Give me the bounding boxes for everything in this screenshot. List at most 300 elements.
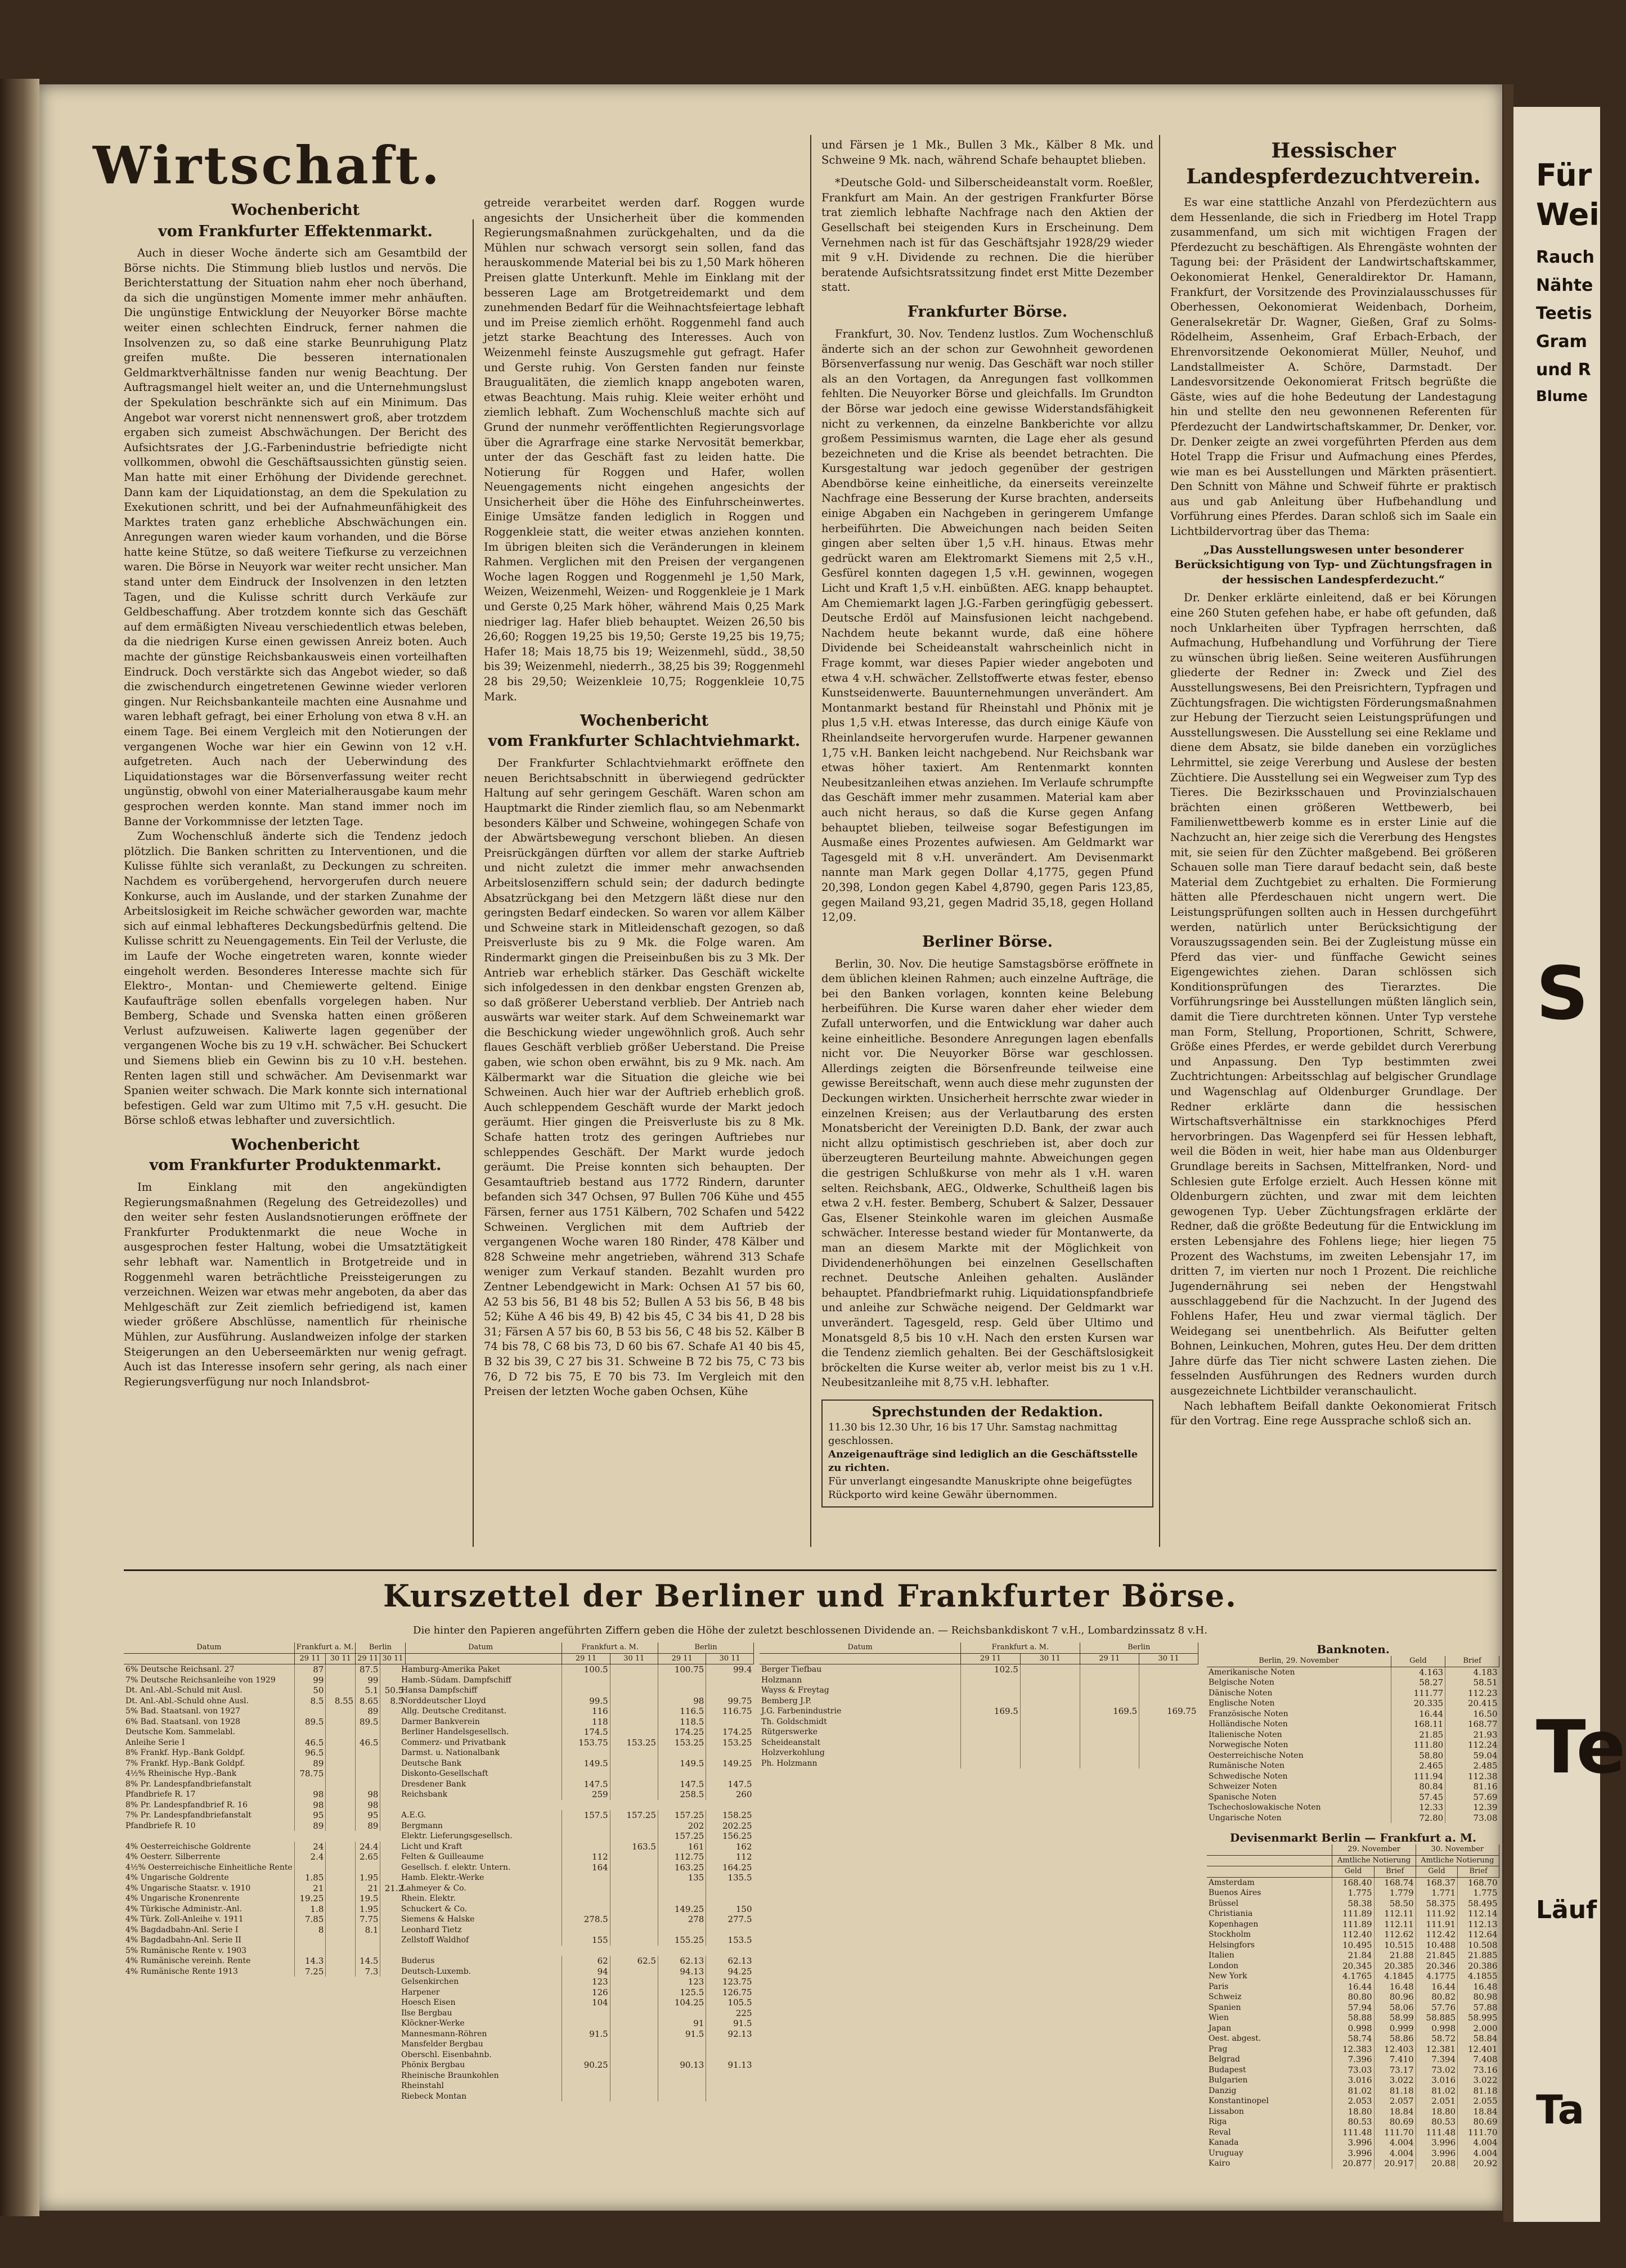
price-cell: 58.995 [1458, 2013, 1499, 2023]
price-cell: 57.76 [1416, 2002, 1457, 2013]
table-row [399, 1748, 754, 1758]
price-cell [610, 1997, 658, 2008]
table-row [124, 1758, 405, 1769]
table-row [399, 1768, 754, 1779]
table-header-row [399, 1653, 754, 1664]
price-cell [610, 2029, 658, 2040]
book-binding-fold [0, 79, 39, 2216]
price-cell: 135 [658, 1873, 706, 1883]
price-cell [658, 2008, 706, 2019]
currency-name: Budapest [1209, 2065, 1246, 2074]
price-cell: 73.17 [1374, 2065, 1416, 2076]
price-cell [658, 1893, 706, 1904]
price-cell: 135.5 [706, 1873, 754, 1883]
price-cell: 147.5 [706, 1779, 754, 1790]
price-cell [326, 1768, 356, 1779]
price-cell [706, 1883, 754, 1894]
stock-table-bonds [124, 1642, 406, 1987]
column-header: Geld [1391, 1656, 1445, 1667]
price-cell: 81.02 [1416, 2086, 1457, 2096]
article-body [821, 138, 1153, 295]
price-cell [610, 1935, 658, 1946]
price-cell: 12.39 [1445, 1802, 1499, 1813]
price-cell: 19.25 [294, 1893, 326, 1904]
security-name: J.G. Farbenindustrie [761, 1707, 842, 1716]
price-cell: 111.89 [1332, 1909, 1374, 1919]
price-cell [1020, 1706, 1080, 1717]
price-cell: 16.48 [1458, 1982, 1499, 1992]
price-cell: 89.5 [356, 1717, 380, 1727]
price-cell: 153.25 [706, 1738, 754, 1748]
price-cell: 1.775 [1458, 1888, 1499, 1898]
price-cell [326, 1727, 356, 1738]
price-cell [326, 1842, 356, 1852]
table-spacer [399, 1946, 754, 1956]
price-cell: 89 [356, 1706, 380, 1717]
table-row [124, 1946, 405, 1956]
price-cell: 99.75 [706, 1696, 754, 1707]
table-row [124, 1873, 405, 1883]
price-cell: 81.18 [1374, 2086, 1416, 2096]
security-name: 4% Bagdadbahn-Anl. Serie II [125, 1936, 241, 1945]
price-cell: 89 [294, 1758, 326, 1769]
price-cell: 62.13 [706, 1956, 754, 1966]
price-cell [961, 1685, 1021, 1696]
price-cell [961, 1675, 1021, 1686]
column-header: 29 11 [1080, 1653, 1139, 1664]
security-name: Lahmeyer & Co. [401, 1883, 466, 1893]
price-cell [562, 2091, 610, 2102]
price-cell [326, 1664, 356, 1675]
price-cell: 164.25 [706, 1862, 754, 1873]
column-boerse [821, 138, 1153, 1547]
price-cell: 112 [562, 1852, 610, 1862]
security-name: Deutsche Bank [401, 1758, 462, 1768]
security-name: Licht und Kraft [401, 1842, 462, 1851]
table-row [124, 1738, 405, 1748]
security-name: Holzmann [761, 1675, 802, 1685]
price-cell: 3.022 [1458, 2075, 1499, 2086]
security-name: 6% Deutsche Reichsanl. 27 [125, 1665, 235, 1674]
price-cell: 20.385 [1374, 1961, 1416, 1972]
price-cell: 123.75 [706, 1977, 754, 1987]
table-row [124, 1893, 405, 1904]
currency-name: Brüssel [1209, 1898, 1239, 1908]
column-header: 30 11 [1020, 1653, 1080, 1664]
table-row [124, 1883, 405, 1894]
price-cell [326, 1685, 356, 1696]
table-header-row [124, 1653, 405, 1664]
paragraph: Auch in dieser Woche änderte sich am Gesamtbild der Börse nichts. Die Stimmung blieb lustlos und nervös. Die Berichterstattung der Situation nahm eher noch überhand, da sich die ungünstigen Momente immer mehr anhäuften. Die ungünstige Entwicklung der Neuyorker Börse machte weiter einen schlechten Eindruck, ferner nahmen die Insolvenzen zu, so daß eine starke Beunruhigung Platz greifen mußte. Die besseren internationalen Geldmarktverhältnisse fanden nur wenig Beachtung. Der Auftragsmangel hielt weiter an, und die Unternehmungslust der Spekulation beschränkte sich auf ein Minimum. Das Angebot war vorerst nicht nennenswert groß, aber trotzdem ergaben sich zumeist Abschwächungen. Der Bericht des Aufsichtsrates der J.G.-Farbenindustrie befriedigte nicht vollkommen, obwohl die Geschäftsaussichten günstig seien. Man hatte mit einer Erhöhung der Dividende gerechnet. Dann kam der Liquidationstag, an dem die Spekulation zu Exekutionen schritt, und bei der Aufnahmeunfähigkeit des Marktes traten ganz erhebliche Abschwächungen ein. Anregungen waren wieder kaum vorhanden, und die Börse hatte keine Stütze, so daß weitere Tiefkurse zu verzeichnen waren. Die Börse in Neuyork war weiter recht unsicher. Man stand unter dem Eindruck der Insolvenzen in den letzten Tagen, und die Kulisse schritt durch Verkäufe zur Geldbeschaffung. Aber trotzdem konnte sich das Geschäft auf dem ermäßigten Niveau verschiedentlich etwas beleben, da die niedrigen Kurse einen gewissen Anreiz boten. Auch machte der günstige Reichsbankausweis einen vorteilhaften Eindruck. Doch verstärkte sich das Angebot wieder, so daß die zwischendurch eingetretenen Gewinne wieder verloren gingen. Nur Reichsbankanteile machten eine Ausnahme und waren lebhaft gefragt, bei einer Erholung von etwa 8 v.H. an einem Tage. Bei einem Vergleich mit den Notierungen der vergangenen Woche war hier ein Gewinn von 12 v.H. aufgetreten. Auch nach der Ueberwindung des Liquidationstages war die Börsenverfassung weiter recht ungünstig, obwohl von einer Materialherausgabe kaum mehr gesprochen werden konnte. Man stand immer noch im Banne der Vorkommnisse der letzten Tage. [124, 246, 467, 828]
article-body [484, 756, 805, 1400]
table-row [1207, 2107, 1499, 2117]
security-name: A.E.G. [401, 1811, 426, 1820]
currency-name: Belgische Noten [1209, 1678, 1274, 1687]
security-name: Elektr. Lieferungsgesellsch. [401, 1832, 513, 1840]
table-row [760, 1696, 1198, 1707]
table-row [124, 1800, 405, 1811]
price-cell: 258.5 [658, 1789, 706, 1800]
price-cell [1139, 1675, 1198, 1686]
price-cell: 111.77 [1391, 1688, 1445, 1699]
price-cell: 7.85 [294, 1914, 326, 1925]
paragraph: Zum Wochenschluß änderte sich die Tendenz jedoch plötzlich. Die Banken schritten zu Interventionen, und die Kulisse fühlte sich veranlaßt, zu Deckungen zu schreiten. Nachdem es vorübergehend, hervorgerufen durch neuere Konkurse, auch im Auslande, und der starken Zunahme der Arbeitslosigkeit im Reiche schwächer geworden war, machte sich auf einmal lebhafteres Deckungsbedürfnis geltend. Die Kulisse schritt zu Neuengagements. Ein Teil der Verluste, die im Laufe der Woche eingetreten waren, konnte wieder eingeholt werden. Besonderes Interesse machte sich für Elektro-, Montan- und Chemiewerte geltend. Einige Kaufaufträge sollen ebenfalls vorgelegen haben. Nur Bemberg, Schade und Svenska hatten einen größeren Verlust aufzuweisen. Kaliwerte lagen gegenüber der vergangenen Woche bis zu 19 v.H. schwächer. Bei Schuckert und Siemens blieb ein Gewinn bis zu 10 v.H. bestehen. Renten lagen still und schwächer. Am Devisenmarkt war Spanien weiter schwach. Die Mark konnte sich international befestigen. Geld war zum Ultimo mit 7,5 v.H. gesucht. Die Börse schloß etwas lebhafter und zuversichtlich. [124, 830, 467, 1127]
table-row [1207, 1961, 1499, 1972]
table-row [399, 1810, 754, 1821]
price-cell: 126 [562, 1987, 610, 1998]
price-cell: 81.18 [1458, 2086, 1499, 2096]
price-cell: 7.394 [1416, 2054, 1457, 2065]
price-cell: 112.14 [1458, 1909, 1499, 1919]
table-row [1207, 1698, 1499, 1709]
column-effektenmarkt [124, 200, 467, 1544]
price-cell: 12.401 [1458, 2044, 1499, 2055]
price-cell: 16.44 [1332, 1982, 1374, 1992]
column-header: Berlin, 29. November [1207, 1656, 1391, 1667]
price-cell: 168.77 [1445, 1719, 1499, 1730]
price-cell: 18.84 [1374, 2107, 1416, 2117]
price-cell [658, 1675, 706, 1686]
forex-table [1207, 1844, 1499, 2169]
price-cell: 104 [562, 1997, 610, 2008]
adjacent-page-text: Für [1536, 158, 1592, 193]
table-row [399, 1831, 754, 1842]
price-cell: 157.5 [562, 1810, 610, 1821]
price-cell: 58.74 [1332, 2033, 1374, 2044]
forex-title: Devisenmarkt Berlin — Frankfurt a. M. [1230, 1831, 1476, 1844]
security-name: Schuckert & Co. [401, 1904, 468, 1914]
security-name: Bemberg J.P. [761, 1696, 812, 1706]
price-cell [1139, 1717, 1198, 1727]
price-cell [610, 1789, 658, 1800]
price-cell: 168.74 [1374, 1877, 1416, 1888]
price-cell [356, 1862, 380, 1873]
price-cell: 58.72 [1416, 2033, 1457, 2044]
security-name: 4% Ungarische Goldrente [125, 1873, 229, 1882]
price-cell: 95 [294, 1810, 326, 1821]
price-cell [658, 2050, 706, 2060]
table-row [399, 1717, 754, 1727]
currency-name: Italien [1209, 1951, 1234, 1960]
table-cell [760, 1768, 1198, 1779]
table-row [1207, 1792, 1499, 1803]
price-cell [1139, 1685, 1198, 1696]
price-cell [356, 1946, 380, 1956]
price-cell: 57.94 [1332, 2002, 1374, 2013]
table-row [760, 1675, 1198, 1686]
price-cell [610, 1914, 658, 1925]
price-cell [326, 1852, 356, 1862]
price-cell: 157.25 [610, 1810, 658, 1821]
table-row [124, 1748, 405, 1758]
security-name: Deutsch-Luxemb. [401, 1966, 471, 1976]
section-divider [124, 1569, 1497, 1571]
price-cell: 4.004 [1458, 2148, 1499, 2159]
table-row [399, 1966, 754, 1977]
banknotes-title: Banknoten. [1317, 1642, 1390, 1656]
price-cell: 123 [562, 1977, 610, 1987]
currency-name: London [1209, 1961, 1239, 1970]
price-cell: 59.04 [1445, 1750, 1499, 1761]
price-cell [1080, 1727, 1139, 1738]
table-header-row [1207, 1844, 1499, 1855]
table-row [1207, 1688, 1499, 1699]
table-row [760, 1685, 1198, 1696]
price-cell [356, 1779, 380, 1790]
price-cell [610, 1925, 658, 1936]
price-cell: 58.375 [1416, 1898, 1457, 1909]
security-name: 7% Frankf. Hyp.-Bank Goldpf. [125, 1758, 245, 1768]
table-row [399, 1925, 754, 1936]
column-header: Geld [1416, 1866, 1457, 1878]
column-header: Datum [760, 1642, 961, 1653]
table-row [1207, 1667, 1499, 1677]
price-cell: 4.1775 [1416, 1971, 1457, 1982]
price-cell: 111.48 [1332, 2127, 1374, 2138]
article-headline: Frankfurter Börse. [907, 303, 1068, 321]
price-cell: 92.13 [706, 2029, 754, 2040]
currency-name: Kopenhagen [1209, 1919, 1259, 1929]
column-header: Datum [124, 1642, 294, 1653]
price-cell: 18.80 [1332, 2107, 1374, 2117]
security-name: Rütgerswerke [761, 1727, 818, 1736]
security-name: Riebeck Montan [401, 2091, 467, 2101]
price-cell: 164 [562, 1862, 610, 1873]
security-name: Anleihe Serie I [125, 1738, 185, 1747]
price-cell: 73.02 [1416, 2065, 1457, 2076]
security-name: 5% Rumänische Rente v. 1903 [125, 1946, 247, 1955]
price-cell: 58.06 [1374, 2002, 1416, 2013]
price-cell: 21 [294, 1883, 326, 1894]
table-row [399, 2081, 754, 2091]
price-cell [706, 1675, 754, 1686]
price-cell: 99 [356, 1675, 380, 1686]
price-cell [1080, 1696, 1139, 1707]
table-row [399, 1758, 754, 1769]
table-row [399, 1977, 754, 1987]
price-cell [562, 1873, 610, 1883]
article-body [821, 327, 1153, 925]
price-cell: 80.96 [1374, 1992, 1416, 2002]
currency-name: Lissabon [1209, 2107, 1244, 2116]
headline-line: Wochenbericht [231, 1136, 360, 1154]
security-name: Hansa Dampfschiff [401, 1686, 478, 1695]
currency-name: Oesterreichische Noten [1209, 1750, 1304, 1760]
table-row [399, 1821, 754, 1832]
table-row [1207, 2002, 1499, 2013]
column-header: Amtliche Notierung [1332, 1855, 1416, 1866]
table-row [399, 1873, 754, 1883]
table-row [399, 1904, 754, 1915]
table-header-row [1207, 1855, 1499, 1866]
price-cell: 100.75 [658, 1664, 706, 1675]
price-cell [562, 1904, 610, 1915]
price-cell: 125.5 [658, 1987, 706, 1998]
price-cell [658, 2081, 706, 2091]
price-cell: 2.485 [1445, 1761, 1499, 1771]
table-row [399, 2091, 754, 2102]
price-cell: 8.5 [294, 1696, 326, 1707]
price-cell [658, 1925, 706, 1936]
price-cell: 2.465 [1391, 1761, 1445, 1771]
column-header [399, 1653, 562, 1664]
price-cell [706, 2091, 754, 2102]
price-cell: 2.000 [1458, 2023, 1499, 2034]
paragraph: *Deutsche Gold- und Silberscheideanstalt vorm. Roeßler, Frankfurt am Main. An der gestrigen Frankfurter Börse trat ziemlich lebhafte Nachfrage nach den Aktien der Gesellschaft bei steigenden Kurs in Erscheinung. Dem Vernehmen nach ist für das Geschäftsjahr 1928/29 wieder mit 9 v.H. Dividende zu rechnen. Die die hierüber beratende Aufsichtsratssitzung findet erst Mitte Dezember statt. [821, 176, 1153, 294]
table-header-row [760, 1642, 1198, 1653]
price-cell: 20.346 [1416, 1961, 1457, 1972]
table-row [124, 1862, 405, 1873]
table-row [399, 1987, 754, 1998]
table-row [1207, 2127, 1499, 2138]
security-name: Rheinische Braunkohlen [401, 2071, 499, 2080]
price-cell: 155.25 [658, 1935, 706, 1946]
price-cell: 278.5 [562, 1914, 610, 1925]
security-name: 8% Frankf. Hyp.-Bank Goldpf. [125, 1748, 245, 1757]
column-header: Geld [1332, 1866, 1374, 1878]
currency-name: Norwegische Noten [1209, 1740, 1288, 1749]
table-row [124, 1935, 405, 1946]
price-cell [610, 2081, 658, 2091]
article-body [821, 957, 1153, 1390]
security-name: Buderus [401, 1956, 435, 1965]
table-row [399, 1914, 754, 1925]
price-cell [562, 2018, 610, 2029]
price-cell: 3.016 [1332, 2075, 1374, 2086]
security-name: Leonhard Tietz [401, 1925, 462, 1934]
table-row [1207, 1677, 1499, 1688]
table-row [124, 1904, 405, 1915]
price-cell: 10.488 [1416, 1940, 1457, 1951]
stock-table-industry [760, 1642, 1198, 1779]
price-cell: 12.403 [1374, 2044, 1416, 2055]
security-name: Reichsbank [401, 1790, 448, 1799]
price-cell: 118.5 [658, 1717, 706, 1727]
price-cell [706, 2081, 754, 2091]
price-cell: 149.25 [658, 1904, 706, 1915]
price-cell: 58.80 [1391, 1750, 1445, 1761]
price-cell [1139, 1738, 1198, 1748]
price-cell [562, 2071, 610, 2081]
price-cell: 3.996 [1332, 2148, 1374, 2159]
table-row [399, 1696, 754, 1707]
price-cell: 149.25 [706, 1758, 754, 1769]
price-cell: 149.5 [562, 1758, 610, 1769]
price-cell: 21.2 [380, 1883, 405, 1894]
price-cell: 96.5 [294, 1748, 326, 1758]
table-row [124, 1664, 405, 1675]
price-cell: 91.5 [658, 2029, 706, 2040]
price-cell [294, 1946, 326, 1956]
security-name: 8% Pr. Landespfandbrief R. 16 [125, 1800, 248, 1810]
price-cell [610, 2060, 658, 2071]
table-row [124, 1821, 405, 1832]
price-cell [326, 1883, 356, 1894]
price-cell [1139, 1696, 1198, 1707]
table-row [1207, 1813, 1499, 1824]
price-cell [610, 1977, 658, 1987]
price-cell: 174.25 [658, 1727, 706, 1738]
column-header: 29. November [1332, 1844, 1416, 1855]
price-cell [294, 1727, 326, 1738]
price-cell [326, 1717, 356, 1727]
price-cell: 163.25 [658, 1862, 706, 1873]
price-cell [610, 1664, 658, 1675]
column-header: 30 11 [610, 1653, 658, 1664]
column-header [124, 1653, 294, 1664]
price-cell: 90.13 [658, 2060, 706, 2071]
price-cell [610, 1675, 658, 1686]
table-row [1207, 2117, 1499, 2127]
price-cell [562, 1831, 610, 1842]
price-cell [294, 1706, 326, 1717]
security-name: 7% Pr. Landespfandbriefanstalt [125, 1811, 251, 1820]
price-cell [610, 1696, 658, 1707]
currency-name: Schweizer Noten [1209, 1782, 1277, 1791]
table-cell [399, 1946, 754, 1956]
currency-name: Prag [1209, 2044, 1228, 2054]
table-row [399, 1842, 754, 1852]
price-cell [610, 1904, 658, 1915]
table-row [1207, 2086, 1499, 2096]
price-cell: 81.02 [1332, 2086, 1374, 2096]
column-produktenmarkt [484, 196, 805, 1546]
price-cell [610, 1862, 658, 1873]
table-row [124, 1675, 405, 1686]
security-name: 5% Bad. Staatsanl. von 1927 [125, 1707, 241, 1716]
security-name: 4% Rumänische vereinh. Rente [125, 1956, 251, 1965]
table-row [124, 1842, 405, 1852]
price-cell: 21.88 [1374, 1950, 1416, 1961]
price-cell: 58.84 [1458, 2033, 1499, 2044]
price-cell: 12.381 [1416, 2044, 1457, 2055]
price-cell: 58.88 [1332, 2013, 1374, 2023]
currency-name: Reval [1209, 2127, 1231, 2137]
price-cell: 4.1845 [1374, 1971, 1416, 1982]
column-pferdezucht [1170, 138, 1497, 1547]
price-cell: 20.917 [1374, 2158, 1416, 2169]
price-cell: 174.25 [706, 1727, 754, 1738]
price-cell [658, 1748, 706, 1758]
price-cell [706, 2050, 754, 2060]
paragraph: getreide verarbeitet werden darf. Roggen wurde angesichts der Unsicherheit über die kommenden Regierungsmaßnahmen zurückgehalten, und da die Mühlen nur schwach versorgt sein sollen, fand das herauskommende Material bei bis zu 1,50 Mark höheren Preisen glatte Unterkunft. Mehle im Einklang mit der besseren Lage am Brotgetreidemarkt und dem zunehmenden Bedarf für die Weihnachtsfeiertage lebhaft und im Preise ziemlich erhöht. Roggenmehl fand auch jetzt starke Beachtung des Interesses. Auch von Weizenmehl feinste Auszugsmehle gut gefragt. Hafer und Gerste ruhig. Von Gersten fanden nur feinste Braugualitäten, die ziemlich knapp angeboten waren, etwas Beachtung. Mais ruhig. Kleie weiter erhöht und ziemlich lebhaft. Zum Wochenschluß machte sich auf Grund der nunmehr veröffentlichten Regierungsvorlage über die Agrarfrage eine starke Nervosität bemerkbar, unter der das Geschäft fast zu leiden hatte. Die Notierung für Roggen und Hafer, wollen Neuengagements nicht eingehen angesichts der Unsicherheit über die Höhe des Einfuhrscheinwertes. Einige Umsätze fanden lediglich in Roggen und Roggenkleie statt, die weiter etwas anziehen konnten. Im übrigen bleiten sich die Veränderungen in kleinem Rahmen. Verglichen mit den Preisen der vergangenen Woche lagen Roggen und Roggenmehl je 1,50 Mark, Weizen, Weizenmehl, Weizen- und Roggenkleie je 1 Mark und Gerste 0,25 Mark höher, während Mais 0,25 Mark niedriger lag. Hafer blieb behauptet. Weizen 26,50 bis 26,60; Roggen 19,25 bis 19,50; Gerste 19,25 bis 19,75; Hafer 18; Mais 18,75 bis 19; Weizenmehl, südd., 38,50 bis 39; Weizenmehl, niederrh., 38,25 bis 39; Roggenmehl 28 bis 29,50; Weizenkleie 10,75; Roggenkleie 10,75 Mark. [484, 196, 805, 703]
table-row [1207, 1730, 1499, 1740]
currency-name: Italienische Noten [1209, 1730, 1282, 1739]
table-header-row [760, 1653, 1198, 1664]
table-row [1207, 1750, 1499, 1761]
price-cell [326, 1675, 356, 1686]
table-row [1207, 1992, 1499, 2002]
price-cell: 80.82 [1416, 1992, 1457, 2002]
table-cell [124, 1977, 405, 1987]
price-cell: 18.80 [1416, 2107, 1457, 2117]
price-cell [356, 1768, 380, 1779]
security-name: Mansfelder Bergbau [401, 2040, 483, 2049]
table-row [1207, 1940, 1499, 1951]
price-cell: 111.92 [1416, 1909, 1457, 1919]
article-headline [124, 1135, 467, 1176]
table-row [124, 1810, 405, 1821]
price-cell [658, 2071, 706, 2081]
paragraph: Dr. Denker erklärte einleitend, daß er bei Körungen eine 260 Stuten gefehen habe, er habe oft gefunden, daß noch Unklarheiten über Typfragen herrschten, daß Aufmachung, Hufbehandlung und Vorführung der Tiere zu wünschen übrig ließen. Seine weiteren Ausführungen gliederte der Redner in: Zweck und Ziel des Ausstellungswesens, Bei den Preisrichtern, Typfragen und Züchtungsfragen. Die wichtigsten Förderungsmaßnahmen zur Hebung der Tierzucht seien Leistungsprüfungen und Ausstellungswesen. Die Ausstellung sei eine Reklame und diene dem Absatz, sie bilde daneben ein vorzügliches Lehrmittel, sie zeige Vererbung und Auslese der besten Züchtiere. Die Ausstellung sei ein Wegweiser zum Typ des Tieres. Die Bezirksschauen und Provinzialschauen brächten einen größeren Wettbewerb, bei Familienwettbewerb komme es in erster Linie auf die Nachzucht an, hier zeige sich die Vererbung des Hengstes mit, sie seien für den Züchter maßgebend. Bei größeren Schauen solle man Tiere darauf bedacht sein, daß beste Material dem Zuchtgebiet zu erhalten. Die Formierung hätten alle Pferdeschauen nicht ungern wert. Die Leistungsprüfungen sollten auch in Hessen durchgeführt werden, natürlich unter Berücksichtigung der Vorauszugssagenden sein. Bei der Zugleistung müsse ein Pferd das vier- und fünffache Gewicht seines Eigengewichtes ziehen. Daran schlössen sich Konditionsprüfungen des Tierarztes. Die Vorführungsringe bei Ausstellungen müßten länglich sein, damit die Tiere durchtreten können. Unter Typ verstehe man Form, Stellung, Proportionen, Schritt, Schwere, Größe eines Pferdes, er werde gebildet durch Vererbung und Anpassung. Den Typ bestimmten zwei Zuchtrichtungen: Arbeitsschlag auf belgischer Grundlage und Wagenschlag auf Oldenburger Grundlage. Der Redner erklärte dann die hessischen Wirtschaftsverhältnisse ein starkknochiges Pferd hervorbringen. Das Wagenpferd sei für Hessen lebhaft, weil die Böden in weit, hier habe man aus Oldenburger Grundlage bereits in Sachsen, Mittelfranken, Nord- und Schlesien gute Erfolge erzielt. Auch Hessen könne mit Oldenburgern züchten, und zwar mit dem leichten gewogenen Typ. Ueber Züchtungsfragen erklärte der Redner, daß die größte Bedeutung für die Entwicklung im ersten Lebensjahre des Fohlens liege; hier liegen 75 Prozent des Wachstums, im zweiten Lebensjahr 17, im dritten 7, im vierten nur noch 1 Prozent. Die reichliche Jugendernährung sei neben der Hengstwahl ausschlaggebend für die Nachzucht. In der Jugend des Fohlens Hafer, Heu und zwar viermal täglich. Der Weidegang sei unentbehrlich. Als Beifutter gelten Bohnen, Leinkuchen, Mohren, gutes Heu. Der dem dritten Jahre dürfe das Tier nicht schwere Lasten ziehen. Die fesselnden Ausführungen des Redners wurden durch ausgezeichnete Lichtbilder veranschaulicht. [1170, 591, 1497, 1397]
column-header: 30. November [1416, 1844, 1499, 1855]
paragraph: Der Frankfurter Schlachtviehmarkt eröffnete den neuen Berichtsabschnitt in überwiegend gedrückter Haltung auf sehr geringem Geschäft. Waren schon am Hauptmarkt die Rinder ziemlich flau, so am Nebenmarkt besonders Kälber und Schweine, wohingegen Schafe von der Abwärtsbewegung verschont blieben. An diesen Preisrückgängen dürften vor allem der starke Auftrieb und nicht zuletzt die immer mehr anwachsenden Arbeitslosenziffern schuld sein; der dadurch bedingte Absatzrückgang bei den Metzgern läßt diese nur den geringsten Bedarf eindecken. So waren vor allem Kälber und Schweine stark in Mitleidenschaft gezogen, so daß Preisverluste bis zu 9 Mk. die Folge waren. Am Rindermarkt gingen die Preiseinbußen bis zu 3 Mk. Der Antrieb war erheblich stärker. Das Geschäft wickelte sich infolgedessen in den denkbar engsten Grenzen ab, so daß größerer Ueberstand verblieb. Der Antrieb nach auswärts war weiter stark. Auf dem Schweinemarkt war die Beschickung wieder ungewöhnlich groß. Auch sehr flaues Geschäft verblieb größer Ueberstand. Die Preise gaben, wie schon oben erwähnt, bis zu 9 Mk. nach. Am Kälbermarkt war die Situation die gleiche wie bei Schweinen. Auch hier war der Auftrieb erheblich groß. Auch schleppendem Geschäft wurde der Markt jedoch geräumt. Hier gingen die Preisverluste bis zu 8 Mk. Schafe hatten trotz des geringen Auftriebes nur schleppendes Geschäft. Der Markt wurde jedoch geräumt. Die Preise konnten sich behaupten. Der Gesamtauftrieb bestand aus 1772 Rindern, darunter befanden sich 347 Ochsen, 97 Bullen 706 Kühe und 455 Färsen, ferner aus 1751 Kälbern, 702 Schafen und 5422 Schweinen. Verglichen mit dem Auftrieb der vergangenen Woche waren 180 Rinder, 478 Kälber und 828 Schweine mehr angetrieben, während 313 Schafe weniger zum Verkauf standen. Bezahlt wurden pro Zentner Lebendgewicht in Mark: Ochsen A1 57 bis 60, A2 53 bis 56, B1 48 bis 52; Bullen A 53 bis 56, B 48 bis 52; Kühe A 46 bis 49, B) 42 bis 45, C 34 bis 41, D 28 bis 31; Färsen A 57 bis 60, B 53 bis 56, C 48 bis 52. Kälber B 74 bis 78, C 68 bis 73, D 60 bis 67. Schafe A1 40 bis 45, B 32 bis 39, C 27 bis 31. Schweine B 72 bis 75, C 73 bis 76, D 72 bis 75, E 70 bis 73. Im Vergleich mit den Preisen der letzten Woche gaben Ochsen, Kühe [484, 757, 805, 1398]
currency-name: New York [1209, 1972, 1247, 1981]
table-row [399, 1664, 754, 1675]
adjacent-page-text: Nähte [1536, 276, 1593, 295]
price-cell [356, 1758, 380, 1769]
headline-line: vom Frankfurter Produktenmarkt. [149, 1156, 442, 1174]
